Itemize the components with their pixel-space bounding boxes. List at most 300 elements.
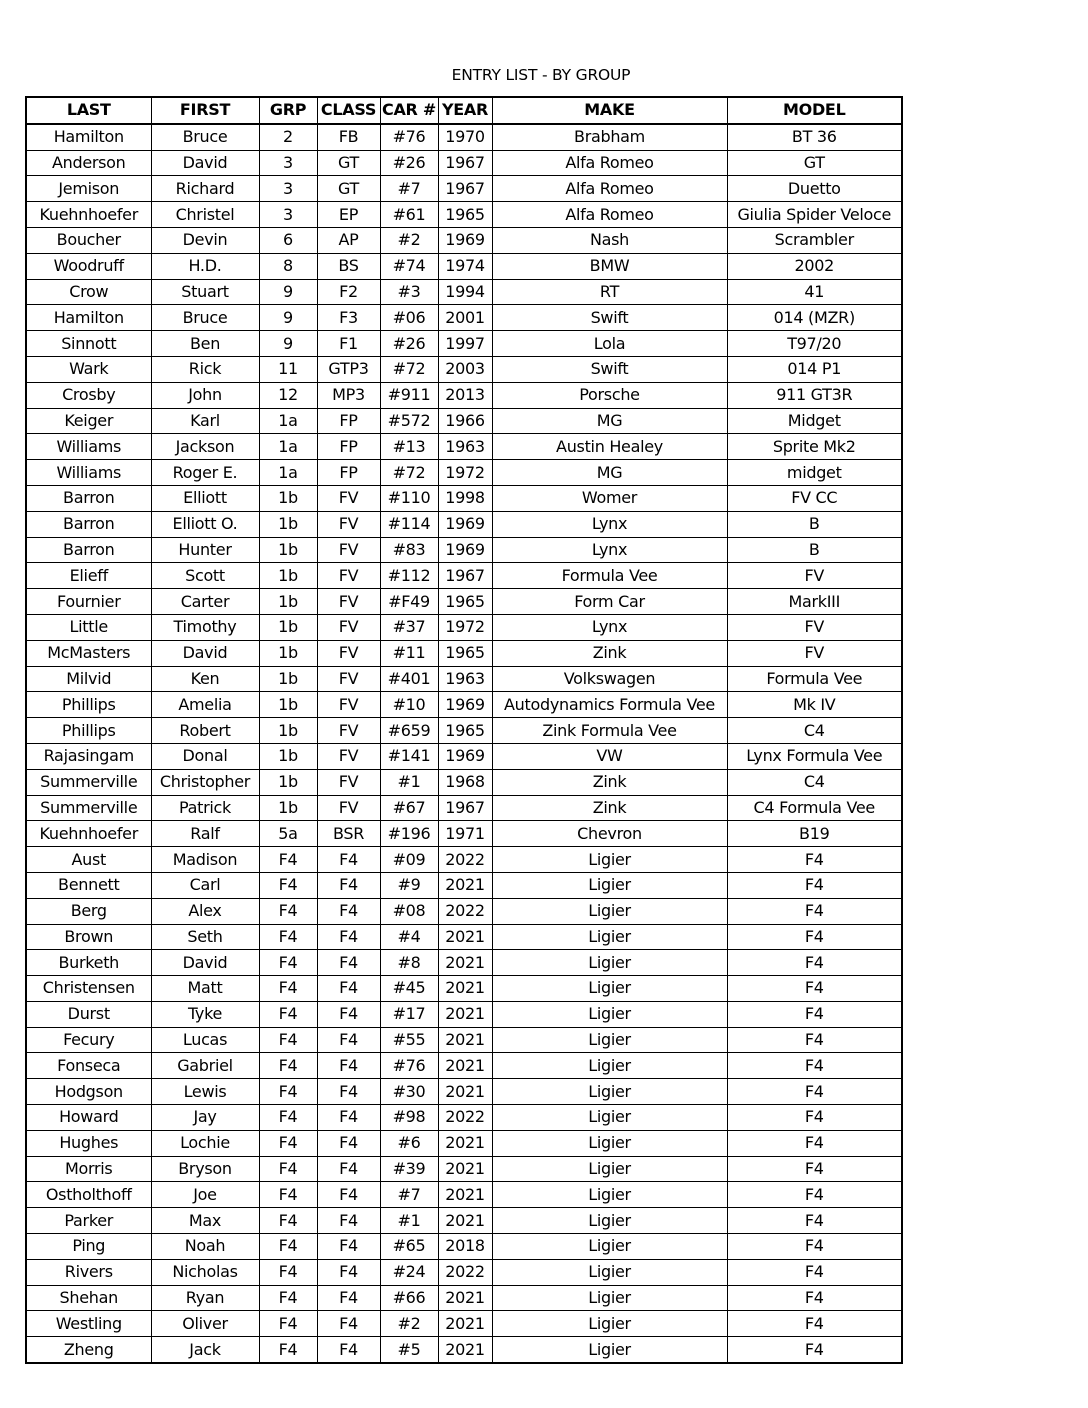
cell-model: F4 xyxy=(727,1105,902,1131)
cell-last: Hamilton xyxy=(26,124,151,150)
cell-model: F4 xyxy=(727,872,902,898)
cell-last: Fonseca xyxy=(26,1053,151,1079)
cell-car-number: #114 xyxy=(380,511,438,537)
cell-make: Ligier xyxy=(492,976,727,1002)
cell-grp: 1b xyxy=(259,795,317,821)
cell-make: Ligier xyxy=(492,872,727,898)
cell-make: Lynx xyxy=(492,511,727,537)
table-row xyxy=(26,1053,902,1079)
cell-class: FV xyxy=(317,589,380,615)
cell-year: 1966 xyxy=(438,408,492,434)
cell-model: F4 xyxy=(727,1234,902,1260)
cell-model: F4 xyxy=(727,1182,902,1208)
cell-grp: 1b xyxy=(259,537,317,563)
cell-grp: F4 xyxy=(259,1208,317,1234)
table-row xyxy=(26,1130,902,1156)
cell-make: Ligier xyxy=(492,1311,727,1337)
cell-car-number: #72 xyxy=(380,356,438,382)
cell-first: Lewis xyxy=(151,1079,259,1105)
cell-make: Ligier xyxy=(492,1285,727,1311)
table-row xyxy=(26,176,902,202)
cell-car-number: #1 xyxy=(380,1208,438,1234)
cell-first: Nicholas xyxy=(151,1259,259,1285)
cell-model: F4 xyxy=(727,976,902,1002)
table-row xyxy=(26,795,902,821)
cell-last: Berg xyxy=(26,898,151,924)
cell-make: Ligier xyxy=(492,1259,727,1285)
cell-grp: F4 xyxy=(259,976,317,1002)
cell-class: F4 xyxy=(317,976,380,1002)
cell-make: Swift xyxy=(492,305,727,331)
table-row xyxy=(26,460,902,486)
cell-make: Ligier xyxy=(492,1105,727,1131)
cell-last: Hughes xyxy=(26,1130,151,1156)
cell-model: F4 xyxy=(727,1053,902,1079)
cell-grp: 11 xyxy=(259,356,317,382)
cell-grp: F4 xyxy=(259,1105,317,1131)
cell-make: Ligier xyxy=(492,1027,727,1053)
cell-make: Form Car xyxy=(492,589,727,615)
table-row xyxy=(26,1001,902,1027)
cell-model: T97/20 xyxy=(727,331,902,357)
table-row xyxy=(26,331,902,357)
cell-last: McMasters xyxy=(26,640,151,666)
cell-year: 1963 xyxy=(438,666,492,692)
cell-last: Bennett xyxy=(26,872,151,898)
cell-grp: F4 xyxy=(259,872,317,898)
cell-make: Nash xyxy=(492,227,727,253)
cell-make: Ligier xyxy=(492,1130,727,1156)
table-row xyxy=(26,692,902,718)
cell-model: MarkIII xyxy=(727,589,902,615)
cell-make: VW xyxy=(492,743,727,769)
cell-make: Zink xyxy=(492,795,727,821)
cell-make: Chevron xyxy=(492,821,727,847)
cell-model: C4 xyxy=(727,718,902,744)
cell-class: F4 xyxy=(317,1182,380,1208)
cell-first: Seth xyxy=(151,924,259,950)
cell-grp: 1b xyxy=(259,485,317,511)
cell-make: MG xyxy=(492,408,727,434)
cell-year: 1970 xyxy=(438,124,492,150)
cell-last: Wark xyxy=(26,356,151,382)
cell-model: Lynx Formula Vee xyxy=(727,743,902,769)
cell-model: F4 xyxy=(727,1285,902,1311)
cell-last: Phillips xyxy=(26,718,151,744)
cell-grp: 9 xyxy=(259,331,317,357)
cell-year: 1969 xyxy=(438,511,492,537)
cell-year: 1969 xyxy=(438,227,492,253)
cell-last: Durst xyxy=(26,1001,151,1027)
cell-grp: F4 xyxy=(259,1053,317,1079)
cell-first: David xyxy=(151,640,259,666)
cell-car-number: #112 xyxy=(380,563,438,589)
cell-last: Anderson xyxy=(26,150,151,176)
cell-car-number: #08 xyxy=(380,898,438,924)
cell-year: 2021 xyxy=(438,1208,492,1234)
cell-car-number: #55 xyxy=(380,1027,438,1053)
cell-car-number: #39 xyxy=(380,1156,438,1182)
cell-car-number: #98 xyxy=(380,1105,438,1131)
cell-grp: 1b xyxy=(259,614,317,640)
cell-first: Hunter xyxy=(151,537,259,563)
cell-year: 1971 xyxy=(438,821,492,847)
cell-first: Christopher xyxy=(151,769,259,795)
cell-year: 2021 xyxy=(438,1053,492,1079)
cell-make: Womer xyxy=(492,485,727,511)
cell-model: Midget xyxy=(727,408,902,434)
cell-first: Madison xyxy=(151,847,259,873)
cell-class: F4 xyxy=(317,1053,380,1079)
cell-car-number: #659 xyxy=(380,718,438,744)
cell-year: 1997 xyxy=(438,331,492,357)
cell-model: B xyxy=(727,537,902,563)
cell-grp: 1b xyxy=(259,511,317,537)
table-row xyxy=(26,537,902,563)
cell-model: Scrambler xyxy=(727,227,902,253)
cell-first: Gabriel xyxy=(151,1053,259,1079)
cell-class: FV xyxy=(317,743,380,769)
cell-last: Kuehnhoefer xyxy=(26,202,151,228)
cell-first: Roger E. xyxy=(151,460,259,486)
cell-class: FP xyxy=(317,460,380,486)
table-row xyxy=(26,305,902,331)
cell-car-number: #11 xyxy=(380,640,438,666)
cell-model: midget xyxy=(727,460,902,486)
cell-car-number: #572 xyxy=(380,408,438,434)
cell-first: Bryson xyxy=(151,1156,259,1182)
table-row xyxy=(26,1105,902,1131)
cell-last: Hamilton xyxy=(26,305,151,331)
cell-model: FV xyxy=(727,563,902,589)
cell-year: 2021 xyxy=(438,1156,492,1182)
cell-car-number: #401 xyxy=(380,666,438,692)
cell-make: Ligier xyxy=(492,1001,727,1027)
table-row xyxy=(26,408,902,434)
cell-first: John xyxy=(151,382,259,408)
cell-car-number: #4 xyxy=(380,924,438,950)
cell-model: F4 xyxy=(727,950,902,976)
document-title: ENTRY LIST - BY GROUP xyxy=(451,66,631,84)
cell-last: Williams xyxy=(26,434,151,460)
cell-grp: 1a xyxy=(259,408,317,434)
cell-class: BSR xyxy=(317,821,380,847)
cell-model: Giulia Spider Veloce xyxy=(727,202,902,228)
cell-class: F4 xyxy=(317,1027,380,1053)
cell-make: Ligier xyxy=(492,1337,727,1363)
table-row xyxy=(26,666,902,692)
table-body xyxy=(26,124,902,1363)
cell-last: Brown xyxy=(26,924,151,950)
cell-year: 1965 xyxy=(438,718,492,744)
cell-model: F4 xyxy=(727,1001,902,1027)
cell-car-number: #45 xyxy=(380,976,438,1002)
cell-last: Barron xyxy=(26,485,151,511)
cell-model: GT xyxy=(727,150,902,176)
cell-model: F4 xyxy=(727,898,902,924)
cell-grp: 1b xyxy=(259,769,317,795)
table-row xyxy=(26,563,902,589)
cell-grp: 1a xyxy=(259,434,317,460)
cell-model: B xyxy=(727,511,902,537)
cell-year: 2013 xyxy=(438,382,492,408)
cell-first: Carter xyxy=(151,589,259,615)
table-row xyxy=(26,743,902,769)
cell-grp: F4 xyxy=(259,898,317,924)
cell-last: Summerville xyxy=(26,769,151,795)
cell-class: GTP3 xyxy=(317,356,380,382)
cell-class: FV xyxy=(317,511,380,537)
cell-last: Crow xyxy=(26,279,151,305)
table-row xyxy=(26,614,902,640)
cell-last: Zheng xyxy=(26,1337,151,1363)
cell-year: 1967 xyxy=(438,176,492,202)
cell-make: RT xyxy=(492,279,727,305)
cell-first: Bruce xyxy=(151,124,259,150)
cell-class: FB xyxy=(317,124,380,150)
cell-last: Jemison xyxy=(26,176,151,202)
cell-car-number: #3 xyxy=(380,279,438,305)
cell-year: 2022 xyxy=(438,1105,492,1131)
cell-grp: 3 xyxy=(259,176,317,202)
cell-grp: 6 xyxy=(259,227,317,253)
cell-last: Shehan xyxy=(26,1285,151,1311)
cell-year: 2021 xyxy=(438,1027,492,1053)
cell-grp: 3 xyxy=(259,150,317,176)
cell-make: Ligier xyxy=(492,1156,727,1182)
cell-last: Keiger xyxy=(26,408,151,434)
cell-class: F2 xyxy=(317,279,380,305)
cell-class: F4 xyxy=(317,1337,380,1363)
cell-model: F4 xyxy=(727,1156,902,1182)
cell-last: Summerville xyxy=(26,795,151,821)
cell-class: F4 xyxy=(317,950,380,976)
table-row xyxy=(26,382,902,408)
cell-make: Zink Formula Vee xyxy=(492,718,727,744)
cell-first: Alex xyxy=(151,898,259,924)
cell-car-number: #7 xyxy=(380,1182,438,1208)
cell-make: Zink xyxy=(492,640,727,666)
table-row xyxy=(26,1337,902,1363)
cell-first: Jackson xyxy=(151,434,259,460)
cell-class: F1 xyxy=(317,331,380,357)
cell-car-number: #2 xyxy=(380,227,438,253)
table-row xyxy=(26,227,902,253)
cell-model: Sprite Mk2 xyxy=(727,434,902,460)
cell-make: Brabham xyxy=(492,124,727,150)
cell-grp: F4 xyxy=(259,1311,317,1337)
table-row xyxy=(26,1182,902,1208)
cell-car-number: #67 xyxy=(380,795,438,821)
cell-class: FV xyxy=(317,563,380,589)
cell-year: 1998 xyxy=(438,485,492,511)
cell-year: 1967 xyxy=(438,795,492,821)
cell-class: F4 xyxy=(317,1130,380,1156)
cell-first: H.D. xyxy=(151,253,259,279)
cell-year: 1969 xyxy=(438,743,492,769)
cell-class: F4 xyxy=(317,1259,380,1285)
cell-last: Woodruff xyxy=(26,253,151,279)
table-row xyxy=(26,769,902,795)
cell-first: Ryan xyxy=(151,1285,259,1311)
cell-year: 2018 xyxy=(438,1234,492,1260)
cell-year: 2021 xyxy=(438,976,492,1002)
cell-first: Ken xyxy=(151,666,259,692)
cell-grp: 1b xyxy=(259,692,317,718)
cell-car-number: #5 xyxy=(380,1337,438,1363)
column-header-first: FIRST xyxy=(151,97,259,124)
cell-first: Patrick xyxy=(151,795,259,821)
cell-year: 1965 xyxy=(438,640,492,666)
cell-model: F4 xyxy=(727,1079,902,1105)
cell-last: Ostholthoff xyxy=(26,1182,151,1208)
table-row xyxy=(26,1234,902,1260)
column-header-model: MODEL xyxy=(727,97,902,124)
cell-class: FV xyxy=(317,537,380,563)
cell-car-number: #24 xyxy=(380,1259,438,1285)
cell-grp: 1b xyxy=(259,589,317,615)
cell-grp: F4 xyxy=(259,1130,317,1156)
cell-last: Fecury xyxy=(26,1027,151,1053)
cell-model: F4 xyxy=(727,1259,902,1285)
cell-class: F4 xyxy=(317,1285,380,1311)
cell-last: Howard xyxy=(26,1105,151,1131)
cell-year: 1969 xyxy=(438,692,492,718)
cell-make: Alfa Romeo xyxy=(492,150,727,176)
cell-last: Parker xyxy=(26,1208,151,1234)
cell-class: GT xyxy=(317,176,380,202)
cell-first: Elliott O. xyxy=(151,511,259,537)
cell-first: David xyxy=(151,950,259,976)
cell-model: 2002 xyxy=(727,253,902,279)
table-row xyxy=(26,1156,902,1182)
cell-first: Matt xyxy=(151,976,259,1002)
cell-car-number: #196 xyxy=(380,821,438,847)
cell-last: Westling xyxy=(26,1311,151,1337)
cell-grp: 9 xyxy=(259,279,317,305)
cell-last: Sinnott xyxy=(26,331,151,357)
cell-grp: F4 xyxy=(259,1001,317,1027)
cell-first: Karl xyxy=(151,408,259,434)
cell-first: Rick xyxy=(151,356,259,382)
cell-grp: F4 xyxy=(259,1182,317,1208)
cell-class: F4 xyxy=(317,1156,380,1182)
cell-grp: 1b xyxy=(259,743,317,769)
cell-last: Kuehnhoefer xyxy=(26,821,151,847)
cell-last: Hodgson xyxy=(26,1079,151,1105)
cell-class: BS xyxy=(317,253,380,279)
cell-model: F4 xyxy=(727,847,902,873)
cell-year: 2021 xyxy=(438,1079,492,1105)
cell-year: 1968 xyxy=(438,769,492,795)
cell-car-number: #06 xyxy=(380,305,438,331)
cell-car-number: #6 xyxy=(380,1130,438,1156)
table-row xyxy=(26,640,902,666)
cell-class: FP xyxy=(317,408,380,434)
cell-class: EP xyxy=(317,202,380,228)
cell-first: Lochie xyxy=(151,1130,259,1156)
cell-model: 41 xyxy=(727,279,902,305)
cell-model: B19 xyxy=(727,821,902,847)
cell-car-number: #09 xyxy=(380,847,438,873)
cell-grp: 5a xyxy=(259,821,317,847)
table-row xyxy=(26,1311,902,1337)
cell-year: 1965 xyxy=(438,589,492,615)
cell-year: 1965 xyxy=(438,202,492,228)
cell-last: Williams xyxy=(26,460,151,486)
cell-make: Autodynamics Formula Vee xyxy=(492,692,727,718)
cell-grp: 9 xyxy=(259,305,317,331)
cell-car-number: #26 xyxy=(380,150,438,176)
cell-make: Lola xyxy=(492,331,727,357)
cell-class: F4 xyxy=(317,1311,380,1337)
cell-make: Zink xyxy=(492,769,727,795)
cell-car-number: #2 xyxy=(380,1311,438,1337)
cell-make: Ligier xyxy=(492,924,727,950)
cell-class: F4 xyxy=(317,1234,380,1260)
cell-make: Ligier xyxy=(492,1182,727,1208)
cell-model: FV xyxy=(727,614,902,640)
cell-class: F4 xyxy=(317,1105,380,1131)
table-row xyxy=(26,434,902,460)
cell-make: BMW xyxy=(492,253,727,279)
cell-grp: 12 xyxy=(259,382,317,408)
cell-model: FV CC xyxy=(727,485,902,511)
cell-car-number: #7 xyxy=(380,176,438,202)
cell-model: 014 (MZR) xyxy=(727,305,902,331)
cell-make: Austin Healey xyxy=(492,434,727,460)
cell-car-number: #17 xyxy=(380,1001,438,1027)
table-row xyxy=(26,356,902,382)
cell-model: 014 P1 xyxy=(727,356,902,382)
cell-grp: 2 xyxy=(259,124,317,150)
cell-first: Bruce xyxy=(151,305,259,331)
cell-make: Lynx xyxy=(492,537,727,563)
column-header-class: CLASS xyxy=(317,97,380,124)
cell-last: Fournier xyxy=(26,589,151,615)
cell-model: F4 xyxy=(727,1027,902,1053)
cell-year: 1967 xyxy=(438,150,492,176)
cell-model: 911 GT3R xyxy=(727,382,902,408)
cell-first: Tyke xyxy=(151,1001,259,1027)
cell-year: 2021 xyxy=(438,872,492,898)
cell-car-number: #911 xyxy=(380,382,438,408)
table-row xyxy=(26,511,902,537)
cell-car-number: #26 xyxy=(380,331,438,357)
cell-class: FV xyxy=(317,769,380,795)
cell-class: FV xyxy=(317,718,380,744)
cell-grp: 1b xyxy=(259,563,317,589)
cell-class: FV xyxy=(317,640,380,666)
cell-model: F4 xyxy=(727,1130,902,1156)
table-row xyxy=(26,202,902,228)
cell-model: BT 36 xyxy=(727,124,902,150)
cell-grp: F4 xyxy=(259,1156,317,1182)
table-row xyxy=(26,124,902,150)
column-header-car-number: CAR # xyxy=(380,97,438,124)
cell-model: F4 xyxy=(727,924,902,950)
cell-first: Joe xyxy=(151,1182,259,1208)
cell-make: Alfa Romeo xyxy=(492,176,727,202)
cell-first: Timothy xyxy=(151,614,259,640)
cell-make: Alfa Romeo xyxy=(492,202,727,228)
cell-car-number: #F49 xyxy=(380,589,438,615)
cell-year: 2021 xyxy=(438,1285,492,1311)
cell-class: FV xyxy=(317,485,380,511)
table-row xyxy=(26,1208,902,1234)
cell-model: F4 xyxy=(727,1311,902,1337)
table-row xyxy=(26,821,902,847)
